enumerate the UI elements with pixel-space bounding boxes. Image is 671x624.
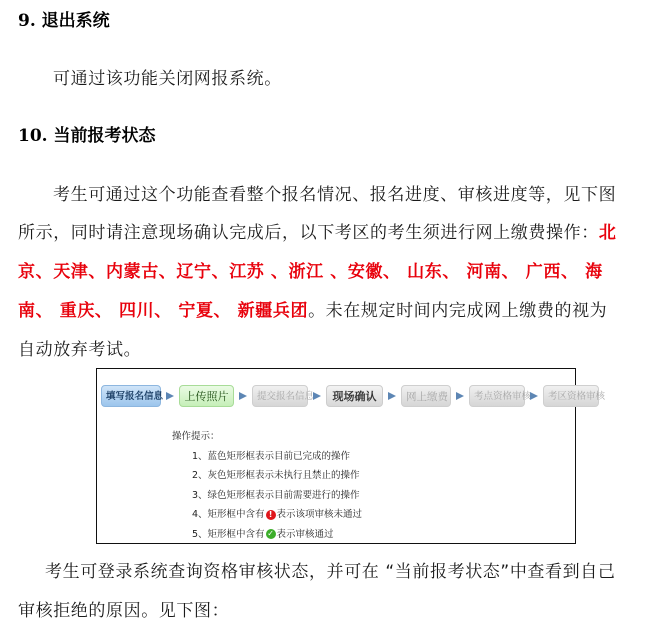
tip-text: 表示该项审核未通过 [276, 509, 363, 520]
section-10-heading: 10. 当前报考状态 [18, 126, 156, 146]
step-fill-info: 填写报名信息 [101, 385, 161, 407]
status-figure [96, 368, 606, 544]
operation-tips [172, 427, 362, 544]
step-submit-info: 提交报名信息 [252, 385, 308, 407]
paragraph-line: 审核拒绝的原因。见下图： [18, 601, 230, 621]
paragraph-line: 自动放弃考试。 [18, 340, 142, 360]
arrow-right-icon [166, 392, 174, 400]
progress-steps [101, 385, 606, 407]
error-icon: ! [266, 510, 276, 520]
paragraph-line [18, 296, 607, 321]
highlight-regions-line: 京、天津、内蒙古、辽宁、江苏 、浙江 、安徽、 山东、 河南、 广西、 海 [18, 262, 603, 282]
highlight-text: 南、 重庆、 四川、 宁夏、 新疆兵团 [18, 301, 309, 321]
tip-item: 3、绿色矩形框表示目前需要进行的操作 [192, 489, 360, 501]
tip-item: 2、灰色矩形框表示未执行且禁止的操作 [192, 470, 360, 481]
arrow-right-icon [456, 392, 464, 400]
step-site-review: 考点资格审核 [469, 385, 525, 407]
tip-item [192, 525, 362, 545]
arrow-right-icon [239, 392, 247, 400]
arrow-right-icon [388, 392, 396, 400]
tip-text: 5、矩形框中含有 [192, 528, 265, 540]
paragraph-line: 考生可登录系统查询资格审核状态，并可在 “当前报考状态”中查看到自己 [45, 562, 616, 582]
step-upload-photo: 上传照片 [179, 385, 234, 407]
paragraph-text: 所示，同时请注意现场确认完成后，以下考区的考生须进行网上缴费操作： [18, 223, 599, 243]
tip-item: 1、蓝色矩形框表示目前已完成的操作 [192, 450, 351, 462]
check-icon: ✓ [267, 529, 274, 539]
paragraph-text: 。未在规定时间内完成网上缴费的视为 [308, 301, 608, 321]
step-online-payment: 网上缴费 [401, 385, 451, 407]
step-region-review: 考区资格审核 [543, 385, 599, 407]
tip-item [192, 505, 362, 525]
section-9-body: 可通过该功能关闭网报系统。 [53, 69, 282, 89]
section-9-heading: 9. 退出系统 [18, 11, 110, 31]
tip-text: 4、矩形框中含有 [192, 509, 265, 520]
step-onsite-confirm: 现场确认 [326, 385, 383, 407]
arrow-right-icon [313, 392, 321, 400]
tip-text: 表示审核通过 [276, 528, 334, 540]
highlight-text: 北 [598, 223, 617, 243]
arrow-right-icon [530, 392, 538, 400]
tips-title: 操作提示： [172, 431, 220, 442]
paragraph-line: 考生可通过这个功能查看整个报名情况、报名进度、审核进度等，见下图 [53, 185, 617, 205]
paragraph-line [18, 218, 616, 243]
